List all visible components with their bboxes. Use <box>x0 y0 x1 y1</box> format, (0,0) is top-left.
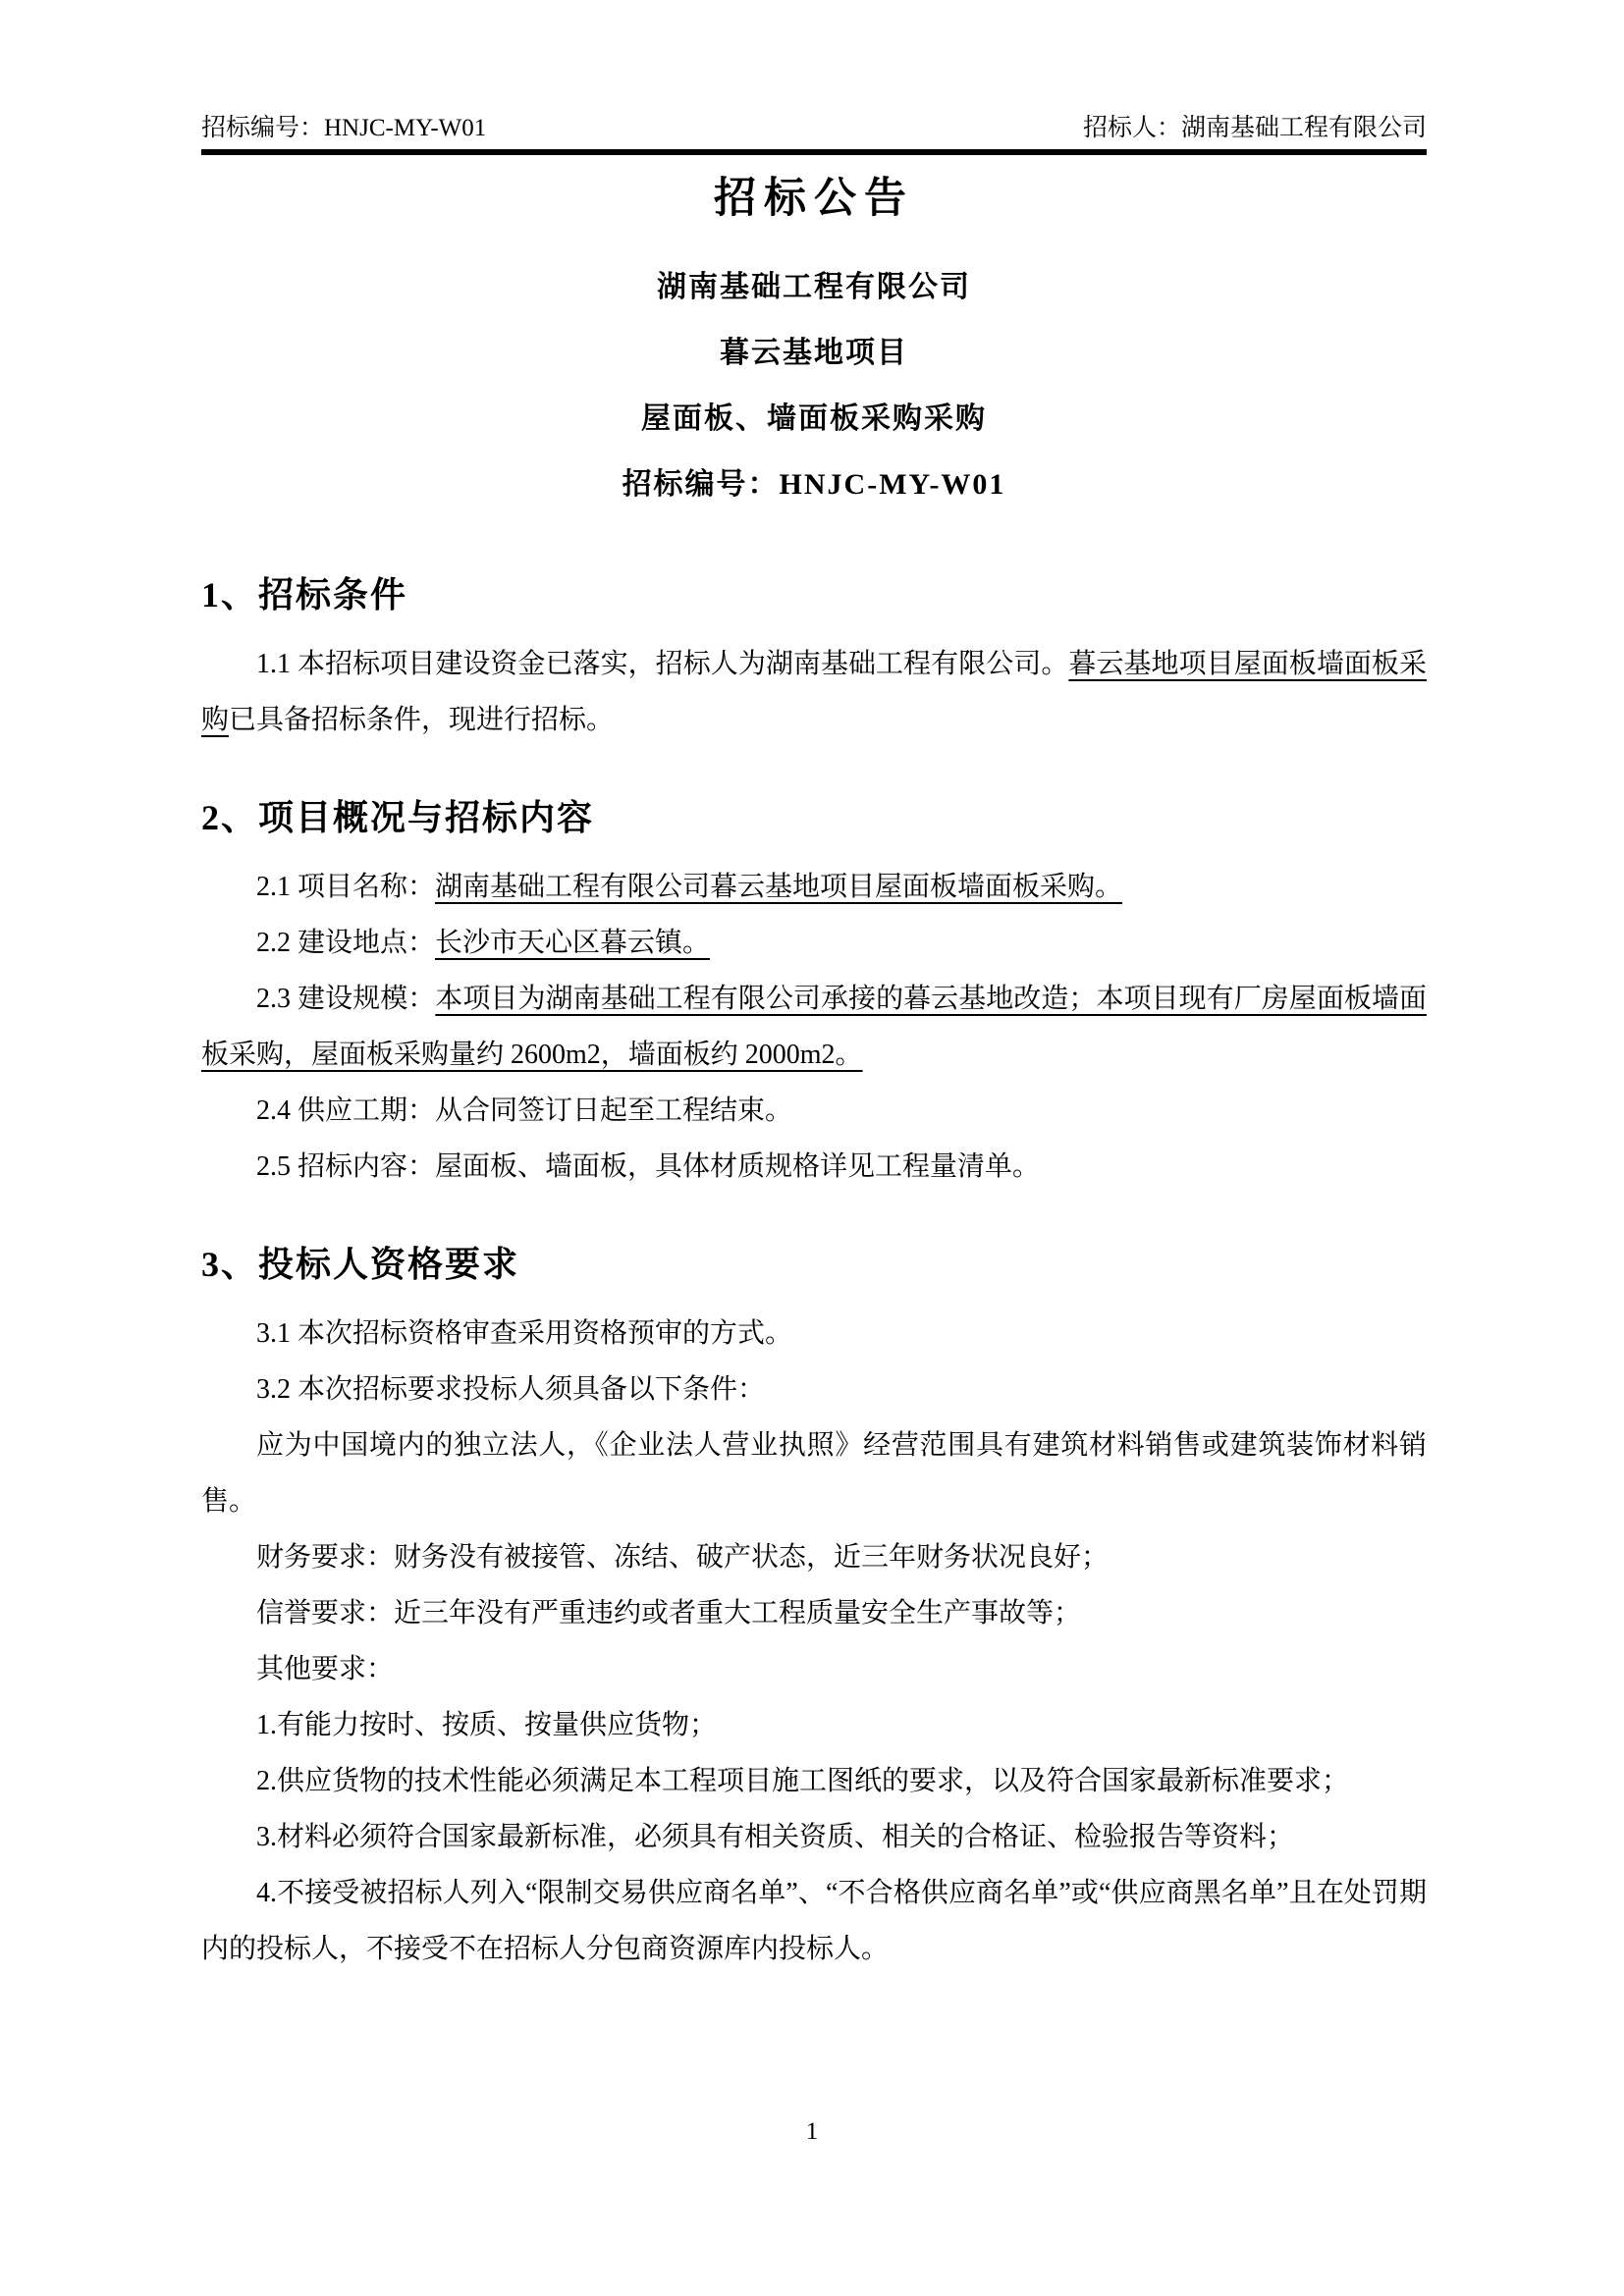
paragraph-2-3 <box>201 971 1427 1083</box>
text-segment: 1.有能力按时、按质、按量供应货物； <box>256 1710 718 1740</box>
paragraph-2-5 <box>201 1139 1427 1195</box>
paragraph-3-2 <box>201 1362 1427 1417</box>
text-segment: 3.材料必须符合国家最新标准，必须具有相关资质、相关的合格证、检验报告等资料； <box>256 1822 1295 1852</box>
text-segment: 2.供应货物的技术性能必须满足本工程项目施工图纸的要求，以及符合国家最新标准要求； <box>256 1766 1350 1796</box>
underlined-text-segment: 湖南基础工程有限公司暮云基地项目屋面板墙面板采购。 <box>435 872 1123 902</box>
underlined-text-segment: 暮云基地项目屋面板墙面板采购 <box>201 649 1427 735</box>
paragraph-2-1 <box>201 859 1427 915</box>
text-segment: 3.2 本次招标要求投标人须具备以下条件： <box>256 1374 766 1405</box>
text-segment: 2.1 项目名称： <box>256 872 436 902</box>
paragraph-other-requirement-2 <box>201 1753 1427 1809</box>
header-tender-number: 招标编号：HNJC-MY-W01 <box>201 115 487 141</box>
page-header <box>201 0 1427 155</box>
paragraph-2-4 <box>201 1083 1427 1139</box>
underlined-text-segment: 本项目为湖南基础工程有限公司承接的暮云基地改造；本项目现有厂房屋面板墙面板采购，屋面板采购量约 2600m2，墙面板约 2000m2。 <box>201 984 1427 1070</box>
paragraph-other-requirements-label <box>201 1641 1427 1697</box>
document-title: 招标公告 <box>714 176 914 222</box>
paragraph-other-requirement-1 <box>201 1697 1427 1753</box>
section-heading-1: 1、招标条件 <box>201 575 408 614</box>
text-segment: 2.2 建设地点： <box>256 928 436 958</box>
underlined-text-segment: 长沙市天心区暮云镇。 <box>435 928 711 958</box>
document-content <box>201 0 1427 1977</box>
paragraph-3-1 <box>201 1306 1427 1362</box>
section-heading-3: 3、投标人资格要求 <box>201 1245 520 1284</box>
paragraph-financial-requirement <box>201 1529 1427 1585</box>
paragraph-legal-entity <box>201 1417 1427 1529</box>
text-segment: 已具备招标条件，现进行招标。 <box>229 705 615 735</box>
page-number: 1 <box>805 2118 819 2145</box>
paragraph-1-1 <box>201 636 1427 748</box>
paragraph-reputation-requirement <box>201 1585 1427 1641</box>
text-segment: 财务要求：财务没有被接管、冻结、破产状态，近三年财务状况良好； <box>256 1542 1110 1573</box>
text-segment: 2.3 建设规模： <box>256 984 436 1014</box>
subtitle-procurement: 屋面板、墙面板采购采购 <box>641 402 987 435</box>
text-segment: 信誉要求：近三年没有严重违约或者重大工程质量安全生产事故等； <box>256 1598 1082 1629</box>
subtitle-project: 暮云基地项目 <box>720 337 908 369</box>
text-segment: 1.1 本招标项目建设资金已落实，招标人为湖南基础工程有限公司。 <box>256 649 1069 679</box>
paragraph-other-requirement-3 <box>201 1809 1427 1865</box>
paragraph-other-requirement-4 <box>201 1865 1427 1977</box>
text-segment: 2.4 供应工期：从合同签订日起至工程结束。 <box>256 1095 793 1126</box>
text-segment: 应为中国境内的独立法人，《企业法人营业执照》经营范围具有建筑材料销售或建筑装饰材料销售。 <box>201 1430 1427 1517</box>
subtitle-company: 湖南基础工程有限公司 <box>657 271 971 303</box>
text-segment: 2.5 招标内容：屋面板、墙面板，具体材质规格详见工程量清单。 <box>256 1151 1041 1182</box>
section-heading-2: 2、项目概况与招标内容 <box>201 798 595 837</box>
text-segment: 其他要求： <box>256 1654 395 1684</box>
subtitle-tender-number: 招标编号：HNJC-MY-W01 <box>622 468 1006 501</box>
text-segment: 4.不接受被招标人列入“限制交易供应商名单”、“不合格供应商名单”或“供应商黑名单”且在处罚期内的投标人，不接受不在招标人分包商资源库内投标人。 <box>201 1878 1427 1964</box>
title-block <box>201 254 1427 517</box>
text-segment: 3.1 本次招标资格审查采用资格预审的方式。 <box>256 1318 793 1349</box>
paragraph-2-2 <box>201 915 1427 971</box>
header-tenderer: 招标人：湖南基础工程有限公司 <box>1082 115 1427 141</box>
